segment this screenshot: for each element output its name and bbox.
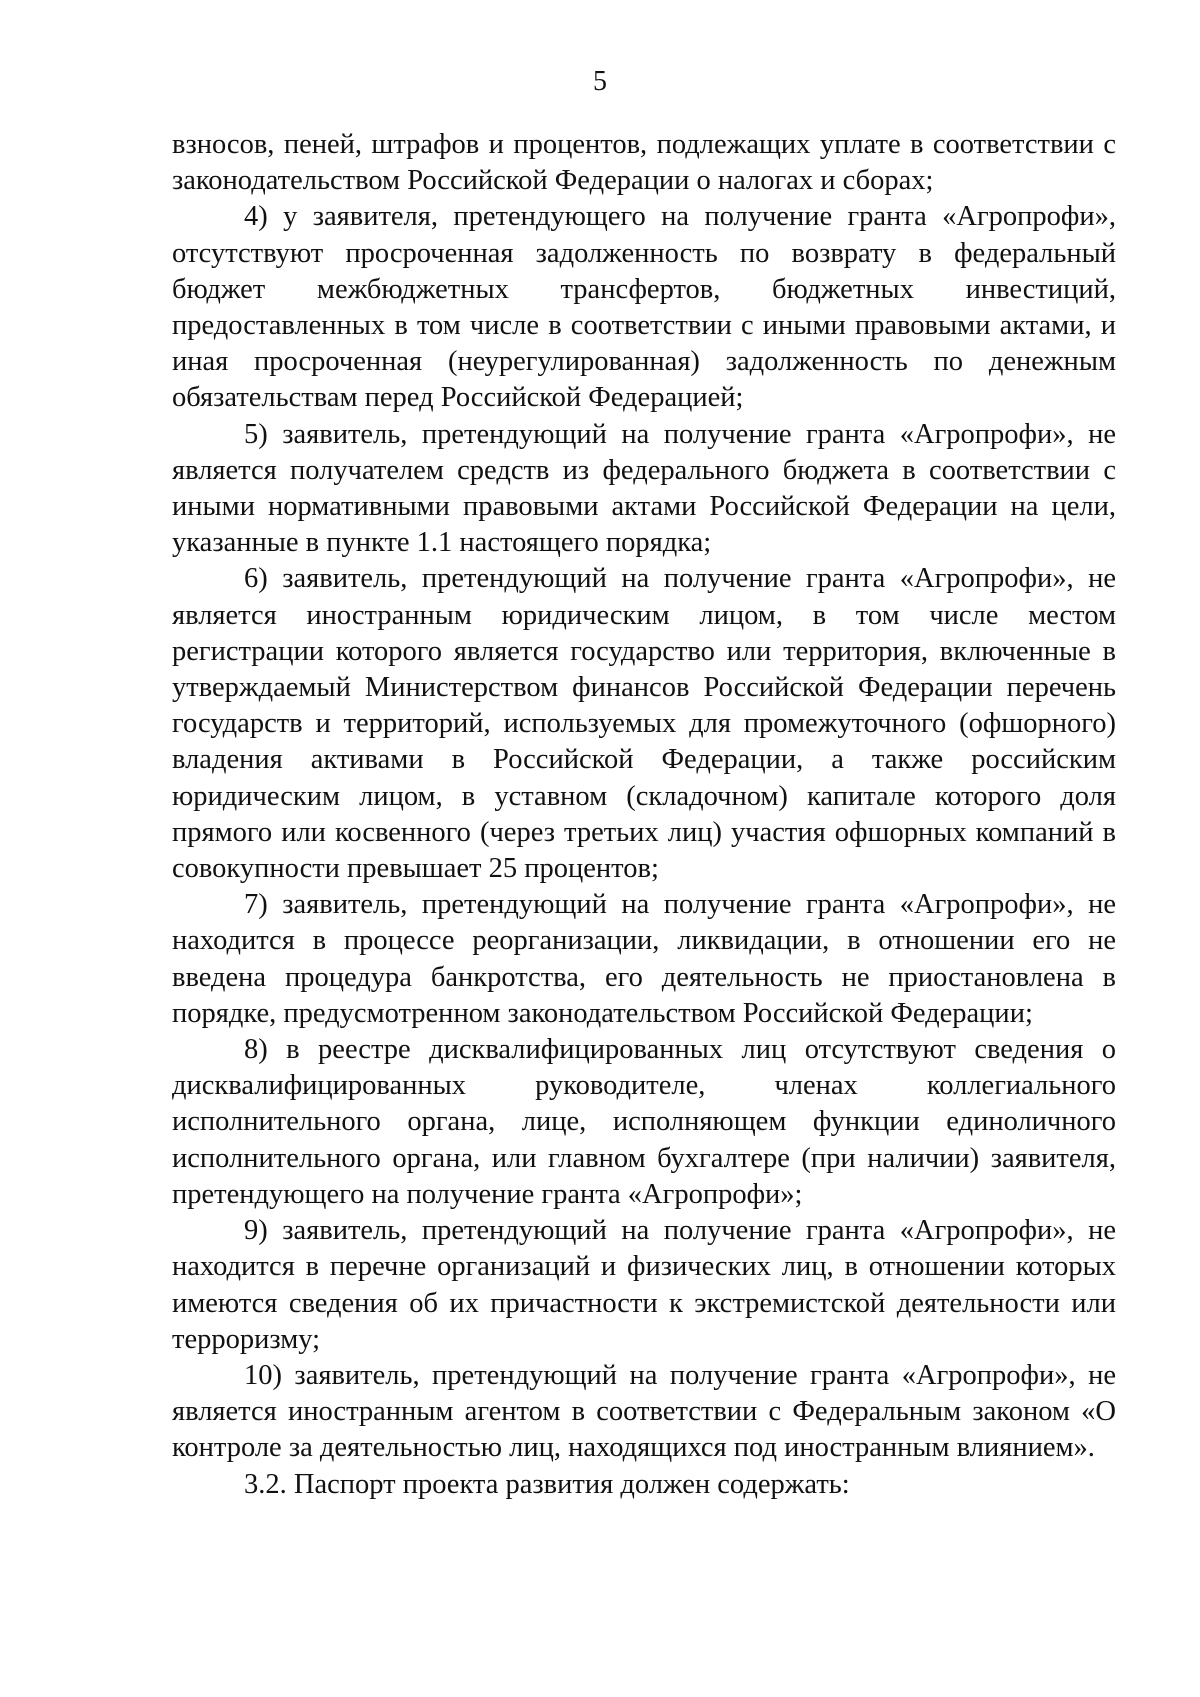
page-number: 5 bbox=[593, 66, 607, 97]
paragraph-item-8: 8) в реестре дисквалифицированных лиц отсутствуют сведения о дисквалифицированных руководителе, членах коллегиального исполнительного органа, лице, исполняющем функции единоличного исполнительного органа, или главном бухгалтере (при наличии) заявителя, претендующего на получение гранта «Агропрофи»; bbox=[172, 1034, 1116, 1210]
document-body bbox=[172, 127, 1116, 1503]
paragraph-continuation: взносов, пеней, штрафов и процентов, подлежащих уплате в соответствии с законодательством Российской Федерации о налогах и сборах; bbox=[172, 129, 1116, 197]
paragraph-item-5: 5) заявитель, претендующий на получение гранта «Агропрофи», не является получателем средств из федерального бюджета в соответствии с иными нормативными правовыми актами Российской Федерации на цели, указанные в пункте 1.1 настоящего порядка; bbox=[172, 418, 1116, 559]
paragraph-section-3-2: 3.2. Паспорт проекта развития должен содержать: bbox=[244, 1468, 850, 1500]
paragraph-item-7: 7) заявитель, претендующий на получение гранта «Агропрофи», не находится в процессе реорганизации, ликвидации, в отношении его не введена процедура банкротства, его деятельность не приостановлена в порядке, предусмотренном законодательством Российской Федерации; bbox=[172, 889, 1116, 1029]
paragraph-item-4: 4) у заявителя, претендующего на получение гранта «Агропрофи», отсутствуют просроченная задолженность по возврату в федеральный бюджет межбюджетных трансфертов, бюджетных инвестиций, предоставленных в том числе в соответствии с иными правовыми актами, и иная просроченная (неурегулированная) задолженность по денежным обязательствам перед Российской Федерацией; bbox=[172, 201, 1116, 414]
paragraph-item-6: 6) заявитель, претендующий на получение гранта «Агропрофи», не является иностранным юридическим лицом, в том числе местом регистрации которого является государство или территория, включенные в утверждаемый Министерством финансов Российской Федерации перечень государств и территорий, используемых для промежуточного (офшорного) владения активами в Российской Федерации, а также российским юридическим лицом, в уставном (складочном) капитале которого доля прямого или косвенного (через третьих лиц) участия офшорных компаний в совокупности превышает 25 процентов; bbox=[172, 563, 1116, 885]
paragraph-item-9: 9) заявитель, претендующий на получение гранта «Агропрофи», не находится в перечне организаций и физических лиц, в отношении которых имеются сведения об их причастности к экстремистской деятельности или терроризму; bbox=[172, 1215, 1116, 1355]
paragraph-item-10: 10) заявитель, претендующий на получение гранта «Агропрофи», не является иностранным агентом в соответствии с Федеральным законом «О контроле за деятельностью лиц, находящихся под иностранным влиянием». bbox=[172, 1359, 1116, 1464]
